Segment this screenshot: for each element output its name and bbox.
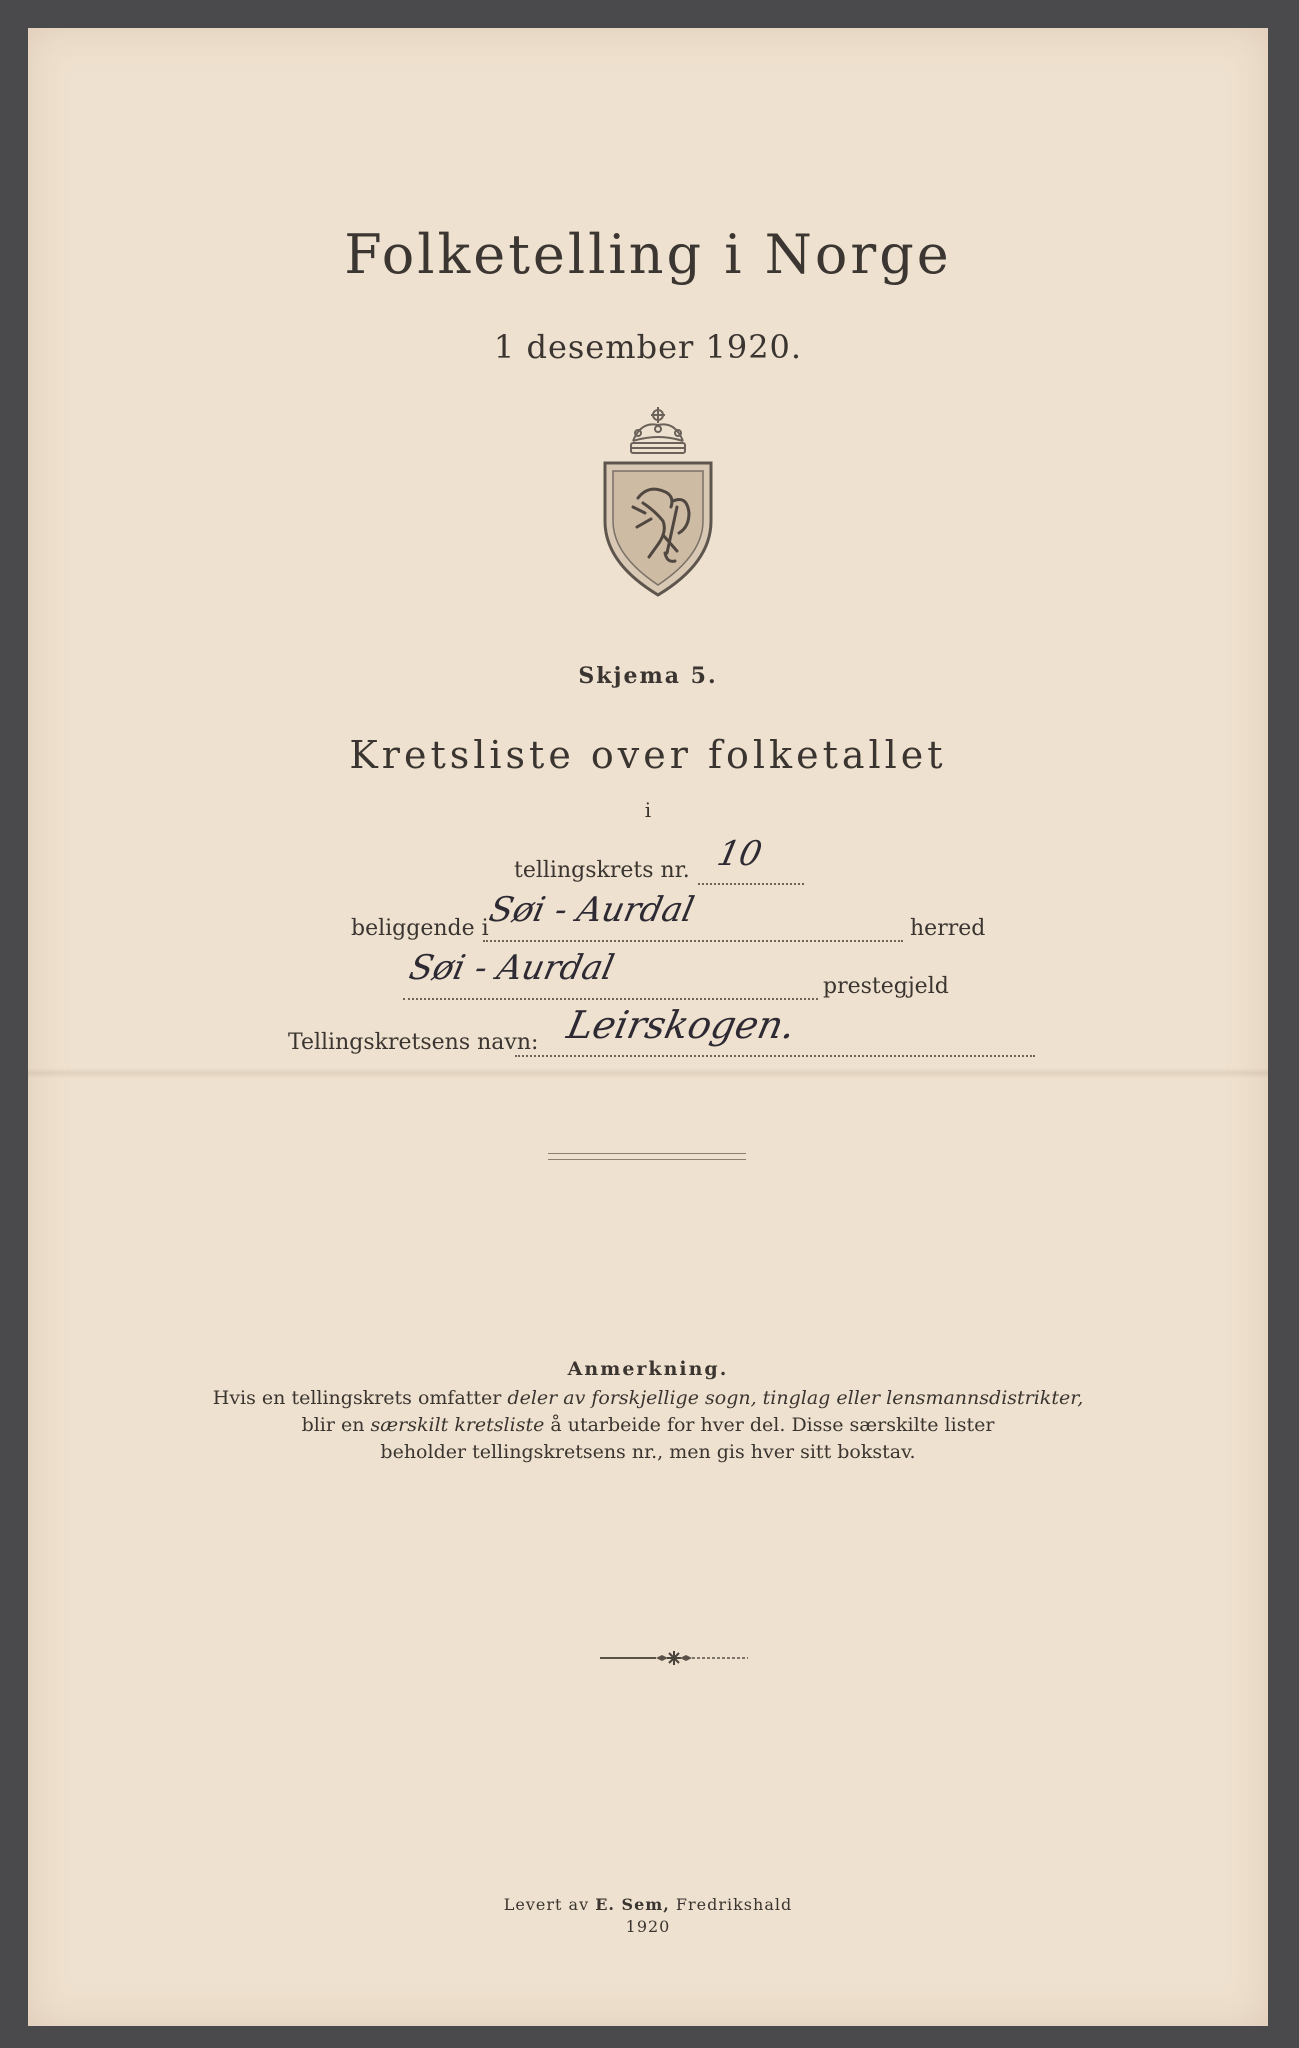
note-line-1-b: deler av forskjellige sogn, tinglag eller lensmannsdistrikter, <box>507 1387 1084 1409</box>
navn-line <box>515 1055 1035 1057</box>
note-line-2-b: særskilt kretsliste <box>370 1414 545 1436</box>
paper-fold <box>28 1068 1268 1078</box>
note-line-1 <box>28 1385 1268 1412</box>
printer-year: 1920 <box>625 1917 671 1936</box>
beliggende-value: Søi - Aurdal <box>485 890 698 930</box>
note-heading: Anmerkning. <box>567 1358 729 1380</box>
note-text <box>28 1385 1268 1466</box>
ornament-divider-icon <box>600 1648 748 1668</box>
preposition-i: i <box>644 798 652 822</box>
printer-a: Levert av <box>503 1895 596 1914</box>
printer-line <box>28 1894 1268 1916</box>
note-line-2-c: å utarbeide for hver del. Disse særskilte lister <box>544 1414 995 1436</box>
note-line-1-a: Hvis en tellingskrets omfatter <box>212 1387 508 1409</box>
herred-label: herred <box>910 916 986 941</box>
prestegjeld-label: prestegjeld <box>823 974 949 999</box>
double-separator <box>548 1153 746 1160</box>
navn-label: Tellingskretsens navn: <box>288 1030 539 1055</box>
page-title: Folketelling i Norge <box>344 223 952 286</box>
navn-value: Leirskogen. <box>563 1003 800 1047</box>
beliggende-label: beliggende i <box>351 916 489 941</box>
form-subtitle: Kretsliste over folketallet <box>349 733 947 777</box>
printer-name: E. Sem, <box>595 1895 670 1914</box>
census-date: 1 desember 1920. <box>493 328 803 366</box>
beliggende-line <box>483 940 903 942</box>
printer-town: Fredrikshald <box>669 1895 793 1914</box>
note-line-2 <box>28 1412 1268 1439</box>
prestegjeld-line <box>403 998 818 1000</box>
norwegian-coat-of-arms-icon <box>593 403 723 603</box>
tellingskrets-label: tellingskrets nr. <box>514 858 690 883</box>
tellingskrets-value: 10 <box>713 834 766 874</box>
tellingskrets-line <box>698 883 804 885</box>
note-line-3: beholder tellingskretsens nr., men gis hver sitt bokstav. <box>380 1441 916 1463</box>
printer-credit <box>28 1894 1268 1938</box>
note-line-2-a: blir en <box>301 1414 371 1436</box>
schema-number: Skjema 5. <box>578 663 718 689</box>
prestegjeld-value: Søi - Aurdal <box>405 948 618 988</box>
census-form-page <box>28 28 1268 2026</box>
